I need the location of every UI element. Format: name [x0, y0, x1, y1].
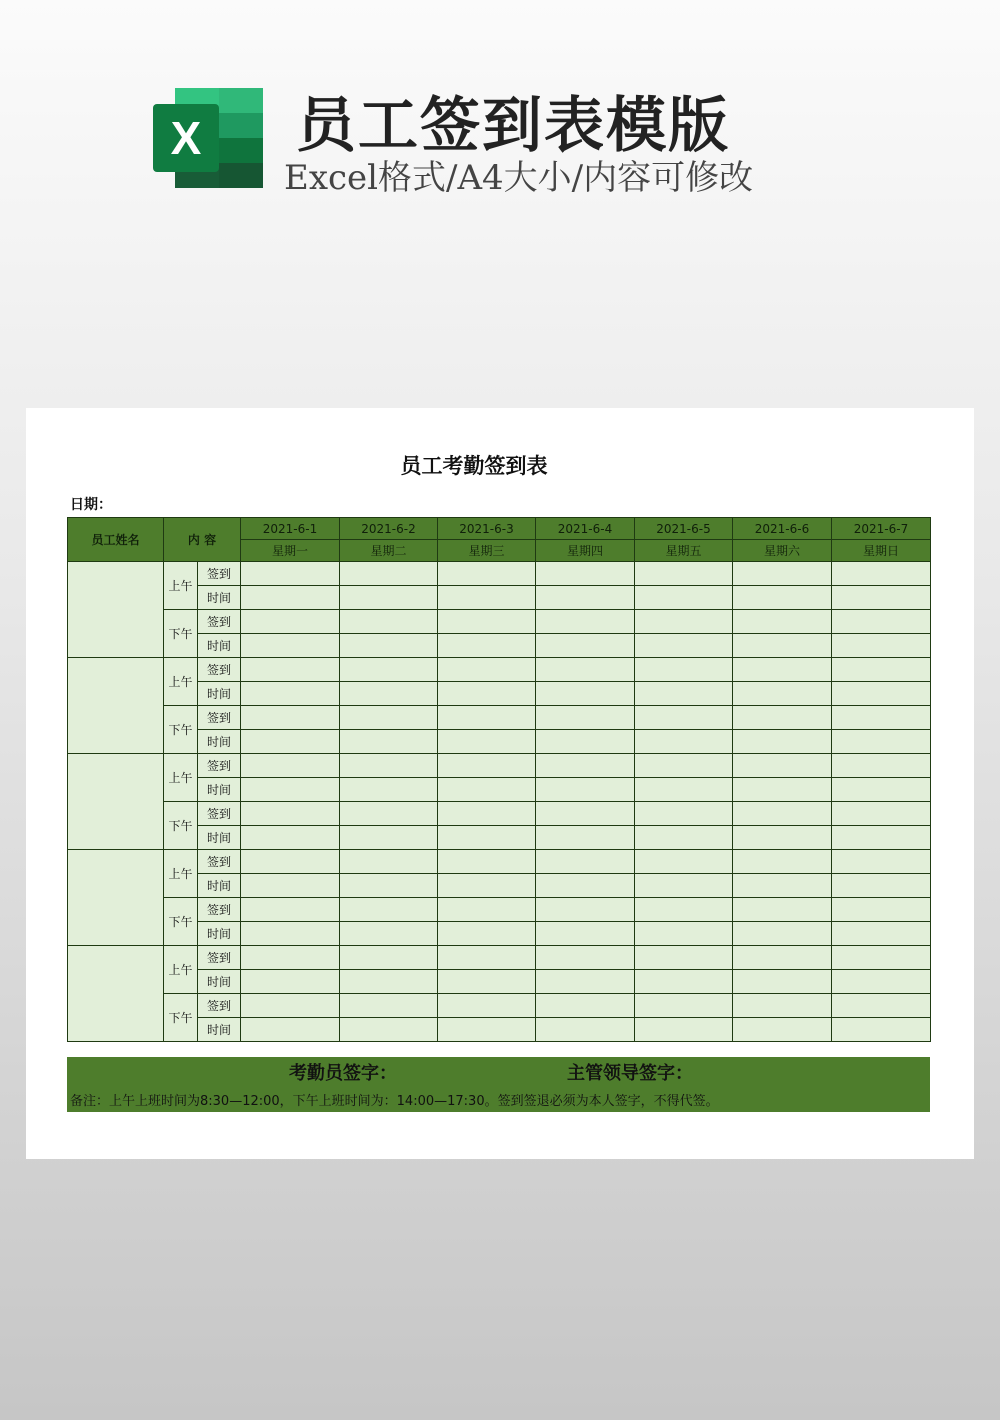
attendance-cell[interactable] — [438, 754, 536, 778]
header-weekday: 星期四 — [536, 540, 635, 562]
attendance-cell[interactable] — [536, 946, 635, 970]
attendance-cell[interactable] — [438, 562, 536, 586]
attendance-cell[interactable] — [536, 562, 635, 586]
employee-name-cell[interactable] — [68, 658, 164, 754]
attendance-cell[interactable] — [340, 682, 438, 706]
attendance-cell[interactable] — [340, 658, 438, 682]
header-date: 2021-6-3 — [438, 518, 536, 540]
row-label-sign-in: 签到 — [198, 802, 241, 826]
attendance-cell[interactable] — [536, 922, 635, 946]
attendance-cell[interactable] — [536, 1018, 635, 1042]
row-label-sign-in: 签到 — [198, 706, 241, 730]
employee-name-cell[interactable] — [68, 850, 164, 946]
attendance-cell[interactable] — [241, 634, 340, 658]
attendance-signature-label: 考勤员签字： — [289, 1063, 397, 1084]
attendance-cell[interactable] — [340, 946, 438, 970]
header-weekday: 星期二 — [340, 540, 438, 562]
attendance-cell[interactable] — [340, 850, 438, 874]
attendance-cell[interactable] — [832, 730, 931, 754]
attendance-cell[interactable] — [340, 826, 438, 850]
header-weekday: 星期日 — [832, 540, 931, 562]
attendance-cell[interactable] — [241, 706, 340, 730]
attendance-cell[interactable] — [635, 946, 733, 970]
period-afternoon: 下午 — [164, 994, 198, 1042]
logo-letter: X — [170, 112, 202, 164]
header-date: 2021-6-4 — [536, 518, 635, 540]
row-label-time: 时间 — [198, 634, 241, 658]
attendance-cell[interactable] — [733, 754, 832, 778]
attendance-cell[interactable] — [340, 802, 438, 826]
attendance-cell[interactable] — [832, 802, 931, 826]
attendance-cell[interactable] — [733, 562, 832, 586]
row-label-time: 时间 — [198, 586, 241, 610]
employee-name-cell[interactable] — [68, 754, 164, 850]
attendance-cell[interactable] — [635, 802, 733, 826]
attendance-cell[interactable] — [340, 586, 438, 610]
attendance-cell[interactable] — [438, 874, 536, 898]
attendance-cell[interactable] — [438, 730, 536, 754]
attendance-cell[interactable] — [340, 1018, 438, 1042]
attendance-cell[interactable] — [536, 874, 635, 898]
attendance-cell[interactable] — [733, 826, 832, 850]
attendance-cell[interactable] — [733, 610, 832, 634]
attendance-cell[interactable] — [536, 634, 635, 658]
attendance-cell[interactable] — [241, 826, 340, 850]
attendance-cell[interactable] — [340, 634, 438, 658]
attendance-cell[interactable] — [832, 562, 931, 586]
attendance-cell[interactable] — [536, 994, 635, 1018]
supervisor-signature-label: 主管领导签字： — [567, 1063, 693, 1084]
attendance-cell[interactable] — [832, 610, 931, 634]
attendance-cell[interactable] — [438, 1018, 536, 1042]
attendance-cell[interactable] — [832, 970, 931, 994]
attendance-cell[interactable] — [536, 970, 635, 994]
row-label-sign-in: 签到 — [198, 898, 241, 922]
period-morning: 上午 — [164, 754, 198, 802]
header-date: 2021-6-7 — [832, 518, 931, 540]
attendance-cell[interactable] — [340, 874, 438, 898]
attendance-cell[interactable] — [438, 826, 536, 850]
period-morning: 上午 — [164, 658, 198, 706]
attendance-cell[interactable] — [438, 682, 536, 706]
attendance-cell[interactable] — [733, 658, 832, 682]
row-label-time: 时间 — [198, 730, 241, 754]
period-afternoon: 下午 — [164, 898, 198, 946]
attendance-cell[interactable] — [241, 1018, 340, 1042]
row-label-sign-in: 签到 — [198, 994, 241, 1018]
page-title: 员工签到表模版 — [296, 91, 730, 161]
employee-name-cell[interactable] — [68, 946, 164, 1042]
attendance-cell[interactable] — [241, 730, 340, 754]
header-content: 内 容 — [164, 518, 241, 562]
attendance-cell[interactable] — [241, 562, 340, 586]
attendance-cell[interactable] — [340, 754, 438, 778]
attendance-cell[interactable] — [832, 826, 931, 850]
period-afternoon: 下午 — [164, 610, 198, 658]
attendance-cell[interactable] — [438, 610, 536, 634]
attendance-cell[interactable] — [832, 658, 931, 682]
attendance-cell[interactable] — [635, 922, 733, 946]
attendance-cell[interactable] — [733, 586, 832, 610]
attendance-cell[interactable] — [635, 586, 733, 610]
attendance-cell[interactable] — [438, 634, 536, 658]
attendance-cell[interactable] — [241, 586, 340, 610]
attendance-cell[interactable] — [340, 610, 438, 634]
row-label-time: 时间 — [198, 1018, 241, 1042]
header-date: 2021-6-6 — [733, 518, 832, 540]
attendance-cell[interactable] — [241, 754, 340, 778]
attendance-cell[interactable] — [635, 970, 733, 994]
row-label-time: 时间 — [198, 970, 241, 994]
attendance-cell[interactable] — [832, 946, 931, 970]
attendance-cell[interactable] — [340, 562, 438, 586]
attendance-cell[interactable] — [241, 970, 340, 994]
attendance-cell[interactable] — [832, 1018, 931, 1042]
attendance-cell[interactable] — [635, 874, 733, 898]
date-label: 日期： — [70, 497, 112, 513]
attendance-cell[interactable] — [733, 898, 832, 922]
attendance-cell[interactable] — [438, 970, 536, 994]
attendance-cell[interactable] — [340, 970, 438, 994]
attendance-cell[interactable] — [733, 994, 832, 1018]
attendance-cell[interactable] — [536, 706, 635, 730]
attendance-cell[interactable] — [340, 922, 438, 946]
attendance-cell[interactable] — [438, 802, 536, 826]
attendance-cell[interactable] — [733, 970, 832, 994]
attendance-cell[interactable] — [733, 802, 832, 826]
attendance-cell[interactable] — [536, 586, 635, 610]
attendance-cell[interactable] — [832, 586, 931, 610]
attendance-cell[interactable] — [340, 730, 438, 754]
attendance-cell[interactable] — [635, 898, 733, 922]
attendance-cell[interactable] — [733, 634, 832, 658]
signature-footer — [67, 1057, 930, 1112]
attendance-cell[interactable] — [832, 850, 931, 874]
attendance-cell[interactable] — [733, 778, 832, 802]
row-label-time: 时间 — [198, 874, 241, 898]
attendance-cell[interactable] — [438, 946, 536, 970]
row-label-sign-in: 签到 — [198, 754, 241, 778]
attendance-cell[interactable] — [536, 610, 635, 634]
attendance-cell[interactable] — [241, 922, 340, 946]
attendance-cell[interactable] — [635, 706, 733, 730]
attendance-cell[interactable] — [733, 946, 832, 970]
attendance-cell[interactable] — [241, 874, 340, 898]
header-date: 2021-6-2 — [340, 518, 438, 540]
attendance-cell[interactable] — [438, 706, 536, 730]
attendance-cell[interactable] — [635, 682, 733, 706]
row-label-sign-in: 签到 — [198, 562, 241, 586]
row-label-time: 时间 — [198, 826, 241, 850]
attendance-cell[interactable] — [241, 850, 340, 874]
attendance-cell[interactable] — [536, 754, 635, 778]
row-label-sign-in: 签到 — [198, 658, 241, 682]
attendance-cell[interactable] — [832, 922, 931, 946]
attendance-cell[interactable] — [635, 658, 733, 682]
employee-name-cell[interactable] — [68, 562, 164, 658]
excel-logo-icon — [153, 88, 263, 188]
attendance-cell[interactable] — [832, 634, 931, 658]
attendance-cell[interactable] — [733, 874, 832, 898]
period-afternoon: 下午 — [164, 802, 198, 850]
attendance-cell[interactable] — [241, 610, 340, 634]
attendance-cell[interactable] — [536, 658, 635, 682]
row-label-sign-in: 签到 — [198, 850, 241, 874]
header-weekday: 星期六 — [733, 540, 832, 562]
attendance-cell[interactable] — [635, 778, 733, 802]
header-date: 2021-6-5 — [635, 518, 733, 540]
attendance-cell[interactable] — [635, 610, 733, 634]
attendance-cell[interactable] — [635, 850, 733, 874]
row-label-time: 时间 — [198, 922, 241, 946]
attendance-cell[interactable] — [733, 850, 832, 874]
attendance-cell[interactable] — [635, 826, 733, 850]
attendance-cell[interactable] — [438, 898, 536, 922]
attendance-cell[interactable] — [536, 730, 635, 754]
period-afternoon: 下午 — [164, 706, 198, 754]
attendance-cell[interactable] — [635, 994, 733, 1018]
period-morning: 上午 — [164, 850, 198, 898]
header-weekday: 星期五 — [635, 540, 733, 562]
attendance-cell[interactable] — [832, 874, 931, 898]
page-subtitle: Excel格式/A4大小/内容可修改 — [284, 158, 754, 198]
attendance-cell[interactable] — [832, 898, 931, 922]
row-label-sign-in: 签到 — [198, 946, 241, 970]
attendance-cell[interactable] — [635, 1018, 733, 1042]
attendance-cell[interactable] — [536, 826, 635, 850]
attendance-cell[interactable] — [733, 922, 832, 946]
attendance-cell[interactable] — [635, 562, 733, 586]
attendance-cell[interactable] — [832, 682, 931, 706]
row-label-time: 时间 — [198, 682, 241, 706]
period-morning: 上午 — [164, 562, 198, 610]
attendance-cell[interactable] — [536, 682, 635, 706]
attendance-cell[interactable] — [536, 778, 635, 802]
attendance-cell[interactable] — [733, 682, 832, 706]
attendance-cell[interactable] — [635, 634, 733, 658]
row-label-time: 时间 — [198, 778, 241, 802]
attendance-cell[interactable] — [241, 778, 340, 802]
attendance-cell[interactable] — [733, 730, 832, 754]
attendance-cell[interactable] — [832, 994, 931, 1018]
attendance-cell[interactable] — [438, 994, 536, 1018]
attendance-cell[interactable] — [635, 754, 733, 778]
attendance-cell[interactable] — [241, 802, 340, 826]
attendance-cell[interactable] — [438, 658, 536, 682]
attendance-cell[interactable] — [733, 706, 832, 730]
header-employee-name: 员工姓名 — [68, 518, 164, 562]
attendance-cell[interactable] — [241, 946, 340, 970]
attendance-cell[interactable] — [635, 730, 733, 754]
attendance-cell[interactable] — [536, 802, 635, 826]
attendance-cell[interactable] — [438, 922, 536, 946]
header-weekday: 星期三 — [438, 540, 536, 562]
remark-note: 备注：上午上班时间为8:30—12:00，下午上班时间为：14:00—17:30。签到签退必须为本人签字，不得代签。 — [70, 1094, 719, 1109]
attendance-cell[interactable] — [438, 586, 536, 610]
attendance-cell[interactable] — [733, 1018, 832, 1042]
attendance-cell[interactable] — [832, 706, 931, 730]
attendance-cell[interactable] — [536, 898, 635, 922]
attendance-cell[interactable] — [438, 850, 536, 874]
header-date: 2021-6-1 — [241, 518, 340, 540]
attendance-cell[interactable] — [438, 778, 536, 802]
attendance-cell[interactable] — [536, 850, 635, 874]
attendance-cell[interactable] — [832, 754, 931, 778]
header-weekday: 星期一 — [241, 540, 340, 562]
row-label-sign-in: 签到 — [198, 610, 241, 634]
attendance-cell[interactable] — [340, 778, 438, 802]
attendance-cell[interactable] — [340, 898, 438, 922]
attendance-cell[interactable] — [241, 682, 340, 706]
attendance-cell[interactable] — [241, 994, 340, 1018]
attendance-cell[interactable] — [340, 994, 438, 1018]
attendance-cell[interactable] — [832, 778, 931, 802]
attendance-cell[interactable] — [241, 658, 340, 682]
attendance-table — [67, 517, 931, 1042]
sheet-title: 员工考勤签到表 — [400, 454, 548, 478]
period-morning: 上午 — [164, 946, 198, 994]
attendance-cell[interactable] — [241, 898, 340, 922]
attendance-cell[interactable] — [340, 706, 438, 730]
